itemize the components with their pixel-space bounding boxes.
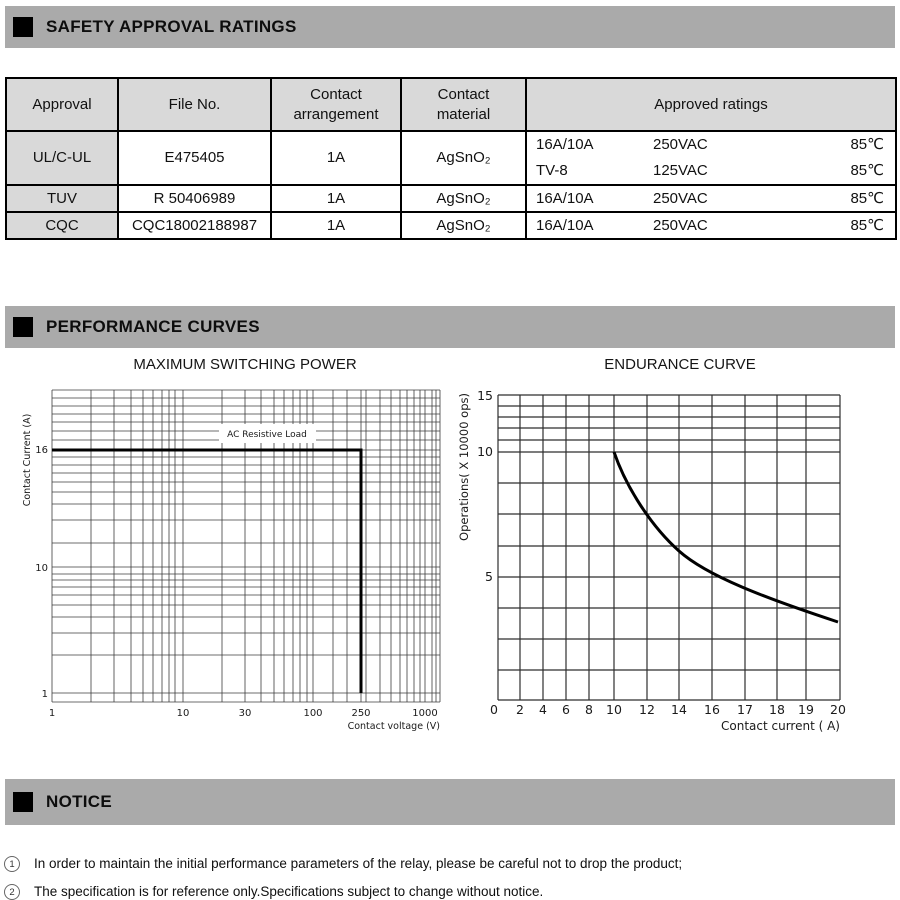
x-axis-label: Contact voltage (V) bbox=[347, 721, 440, 732]
rating-temp: 85℃ bbox=[850, 189, 884, 207]
max-switching-power-chart bbox=[0, 380, 460, 732]
note-number-badge: 1 bbox=[4, 856, 20, 872]
x-tick-label: 250 bbox=[351, 708, 371, 719]
y-tick-label: 10 bbox=[477, 444, 493, 459]
cell-approval: TUV bbox=[6, 185, 118, 212]
section-header-notice bbox=[5, 779, 895, 825]
grid-vertical bbox=[498, 395, 840, 700]
cell-material: AgSnO₂ bbox=[401, 185, 526, 212]
cell-ratings bbox=[526, 185, 896, 212]
x-tick-label: 30 bbox=[238, 708, 252, 719]
cell-arrangement: 1A bbox=[271, 212, 401, 239]
cell-ratings bbox=[526, 131, 896, 185]
y-tick-label: 5 bbox=[485, 569, 493, 584]
rating-line bbox=[527, 158, 895, 184]
x-tick-label: 10 bbox=[176, 708, 190, 719]
switching-power-curve bbox=[52, 450, 361, 693]
right-chart-title: ENDURANCE CURVE bbox=[604, 356, 756, 373]
y-tick-label: 10 bbox=[35, 563, 48, 574]
x-tick-label: 2 bbox=[516, 702, 524, 717]
table-row bbox=[6, 185, 896, 212]
rating-temp: 85℃ bbox=[850, 136, 884, 154]
rating-load: TV-8 bbox=[536, 162, 568, 180]
table-row bbox=[6, 131, 896, 185]
x-tick-label: 19 bbox=[798, 702, 814, 717]
rating-temp: 85℃ bbox=[850, 216, 884, 234]
table-row bbox=[6, 212, 896, 239]
cell-material: AgSnO₂ bbox=[401, 131, 526, 185]
y-axis-label: Contact Current (A) bbox=[22, 413, 33, 507]
cell-arrangement: 1A bbox=[271, 185, 401, 212]
section-title: NOTICE bbox=[46, 792, 113, 811]
section-bullet-icon bbox=[13, 792, 33, 812]
x-tick-label: 1000 bbox=[412, 708, 438, 719]
rating-line bbox=[527, 186, 895, 211]
cell-material: AgSnO₂ bbox=[401, 212, 526, 239]
cell-approval: UL/C-UL bbox=[6, 131, 118, 185]
section-header-safety bbox=[5, 6, 895, 48]
note-number-badge: 2 bbox=[4, 884, 20, 900]
x-tick-label: 4 bbox=[539, 702, 547, 717]
cell-arrangement: 1A bbox=[271, 131, 401, 185]
annotation-label: AC Resistive Load bbox=[227, 430, 307, 440]
rating-temp: 85℃ bbox=[850, 162, 884, 180]
endurance-curve-chart bbox=[455, 380, 900, 740]
approval-ratings-table bbox=[5, 77, 897, 240]
section-bullet-icon bbox=[13, 17, 33, 37]
section-title: SAFETY APPROVAL RATINGS bbox=[46, 17, 297, 36]
rating-voltage: 250VAC bbox=[653, 136, 708, 154]
col-header-approval: Approval bbox=[6, 78, 118, 131]
x-tick-label: 14 bbox=[671, 702, 687, 717]
y-tick-label: 15 bbox=[477, 388, 493, 403]
y-tick-label: 1 bbox=[41, 689, 48, 700]
rating-voltage: 250VAC bbox=[653, 189, 708, 207]
x-tick-label: 16 bbox=[704, 702, 720, 717]
cell-approval: CQC bbox=[6, 212, 118, 239]
col-header-arrangement: Contact arrangement bbox=[271, 78, 401, 131]
cell-file-no: E475405 bbox=[118, 131, 271, 185]
rating-load: 16A/10A bbox=[536, 136, 594, 154]
col-header-ratings: Approved ratings bbox=[526, 78, 896, 131]
x-tick-label: 100 bbox=[303, 708, 323, 719]
note-text: In order to maintain the initial performance parameters of the relay, please be careful not to drop the product; bbox=[34, 856, 683, 871]
x-tick-label: 12 bbox=[639, 702, 655, 717]
note-text: The specification is for reference only.Specifications subject to change without notice. bbox=[34, 884, 544, 899]
rating-load: 16A/10A bbox=[536, 216, 594, 234]
cell-file-no: CQC18002188987 bbox=[118, 212, 271, 239]
rating-line bbox=[527, 213, 895, 238]
x-tick-label: 17 bbox=[737, 702, 753, 717]
col-header-material: Contact material bbox=[401, 78, 526, 131]
section-title: PERFORMANCE CURVES bbox=[46, 317, 260, 336]
rating-voltage: 250VAC bbox=[653, 216, 708, 234]
notice-item bbox=[4, 855, 682, 872]
rating-line bbox=[527, 132, 895, 158]
cell-file-no: R 50406989 bbox=[118, 185, 271, 212]
x-tick-label: 20 bbox=[830, 702, 846, 717]
x-tick-label: 1 bbox=[48, 708, 56, 719]
x-tick-label: 8 bbox=[585, 702, 593, 717]
notice-item bbox=[4, 883, 543, 900]
cell-ratings bbox=[526, 212, 896, 239]
x-tick-label: 10 bbox=[606, 702, 622, 717]
table-header-row bbox=[6, 78, 896, 131]
section-header-performance bbox=[5, 306, 895, 348]
col-header-file-no: File No. bbox=[118, 78, 271, 131]
rating-load: 16A/10A bbox=[536, 189, 594, 207]
rating-voltage: 125VAC bbox=[653, 162, 708, 180]
y-tick-label: 16 bbox=[35, 445, 48, 456]
x-tick-label: 18 bbox=[769, 702, 785, 717]
grid-horizontal bbox=[498, 395, 840, 700]
x-tick-label: 6 bbox=[562, 702, 570, 717]
left-chart-title: MAXIMUM SWITCHING POWER bbox=[133, 356, 357, 373]
section-bullet-icon bbox=[13, 317, 33, 337]
y-axis-label: Operations( X 10000 ops) bbox=[457, 393, 471, 541]
x-axis-label: Contact current ( A) bbox=[721, 719, 840, 733]
x-tick-label: 0 bbox=[490, 702, 498, 717]
